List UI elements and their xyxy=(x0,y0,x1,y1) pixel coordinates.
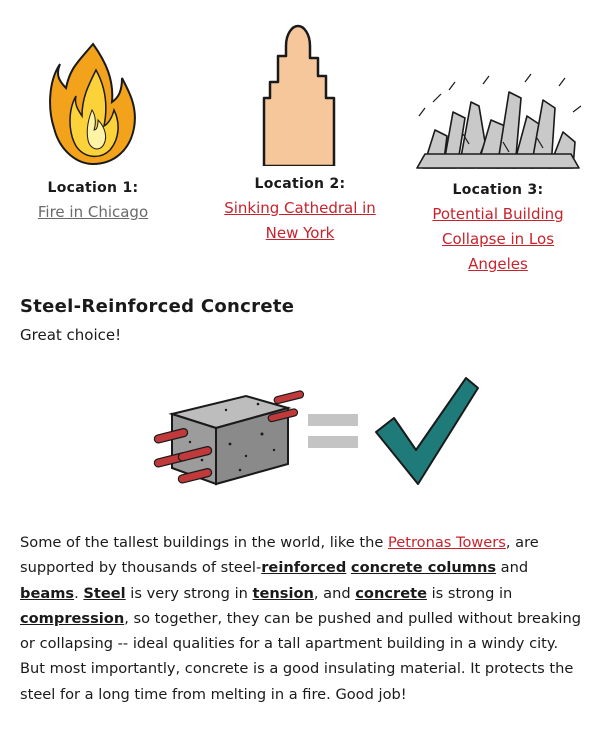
concrete-block-icon xyxy=(154,390,305,484)
explanation-text-9: , so together, they can be pushed and pulled without breaking or collapsing -- ideal qualities for a tall apartment building in a windy city. But most importantly, concrete is a good insulating material. It protects the steel for a long time from melting in a fire. Good job! xyxy=(20,609,581,703)
explanation-text-2: , are supported by thousands of steel- xyxy=(20,534,539,577)
sinking-cathedral-link-line1: Sinking Cathedral in xyxy=(224,199,376,217)
location-1 xyxy=(0,0,188,225)
equals-icon xyxy=(308,414,358,448)
locations-row xyxy=(0,0,601,290)
explanation-text-6: is very strong in xyxy=(125,584,253,602)
concrete-columns-term-link[interactable]: concrete columns xyxy=(350,559,497,577)
reinforced-term-link[interactable]: reinforced xyxy=(261,559,347,577)
cathedral-icon xyxy=(250,16,350,166)
fire-in-chicago-link[interactable]: Fire in Chicago xyxy=(37,203,149,221)
concrete-term-link[interactable]: concrete xyxy=(355,584,427,602)
sinking-cathedral-link-line2: New York xyxy=(265,224,335,242)
tension-term-link[interactable]: tension xyxy=(252,584,314,602)
potential-collapse-link-line2: Collapse in Los xyxy=(441,230,555,248)
potential-collapse-link[interactable] xyxy=(403,202,593,277)
explanation-paragraph xyxy=(20,530,586,707)
potential-collapse-link-line3: Angeles xyxy=(468,255,528,273)
steel-term-link[interactable]: Steel xyxy=(83,584,126,602)
petronas-towers-link[interactable]: Petronas Towers xyxy=(387,534,506,551)
compression-term-link[interactable]: compression xyxy=(20,609,125,627)
explanation-text-5: . xyxy=(74,584,84,602)
fire-icon xyxy=(48,40,138,170)
explanation-text-8: is strong in xyxy=(426,584,513,602)
potential-collapse-link-line1: Potential Building xyxy=(432,205,564,223)
sinking-cathedral-link[interactable] xyxy=(205,196,395,246)
location-2-title: Location 2: xyxy=(254,176,346,192)
explanation-text-7: , and xyxy=(313,584,356,602)
explanation-text-4: and xyxy=(496,559,529,577)
feedback-text: Great choice! xyxy=(20,326,122,344)
result-illustration xyxy=(150,372,480,490)
explanation-text-1: Some of the tallest buildings in the world, like the xyxy=(20,534,388,551)
location-3 xyxy=(403,0,593,277)
location-3-title: Location 3: xyxy=(452,182,544,198)
location-2 xyxy=(205,0,395,246)
rubble-icon xyxy=(413,72,583,172)
checkmark-icon xyxy=(376,378,478,484)
beams-term-link[interactable]: beams xyxy=(20,584,75,602)
material-title: Steel-Reinforced Concrete xyxy=(20,296,295,317)
location-1-title: Location 1: xyxy=(47,180,139,196)
